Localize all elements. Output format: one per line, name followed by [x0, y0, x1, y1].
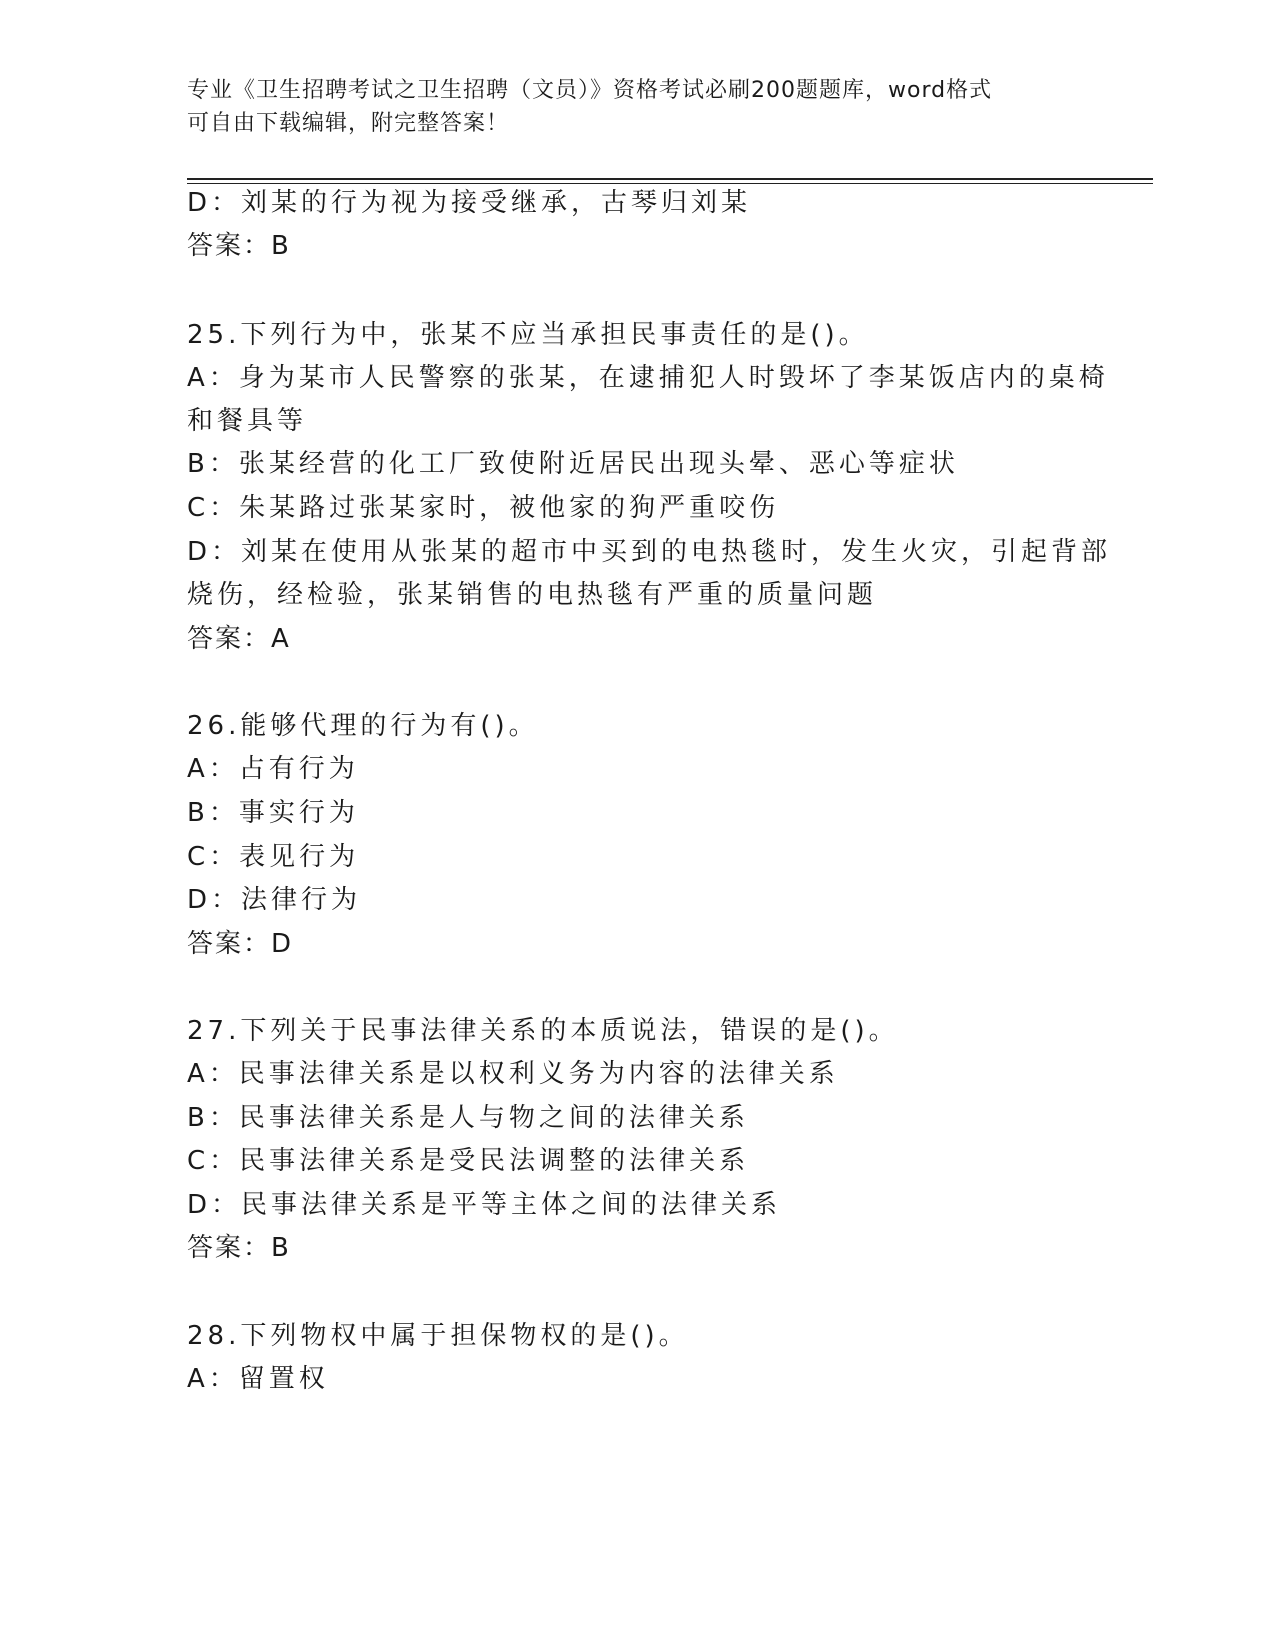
q26-option-c: C：表见行为	[187, 842, 360, 872]
q28-stem: 28.下列物权中属于担保物权的是()。	[187, 1321, 689, 1351]
q28-option-a: A：留置权	[187, 1364, 329, 1394]
q25-option-b: B：张某经营的化工厂致使附近居民出现头晕、恶心等症状	[187, 449, 959, 479]
q26-option-d: D：法律行为	[187, 885, 362, 915]
q27-option-b: B：民事法律关系是人与物之间的法律关系	[187, 1103, 749, 1133]
header-divider-thin	[187, 183, 1153, 184]
prev-answer: 答案：B	[187, 231, 291, 261]
prev-option-d: D：刘某的行为视为接受继承，古琴归刘某	[187, 188, 752, 218]
header-line-2: 可自由下载编辑，附完整答案！	[187, 111, 510, 136]
q25-option-a: A：身为某市人民警察的张某，在逮捕犯人时毁坏了李某饭店内的桌椅	[187, 363, 1109, 393]
q25-option-c: C：朱某路过张某家时，被他家的狗严重咬伤	[187, 493, 780, 523]
q26-option-a: A：占有行为	[187, 754, 359, 784]
q27-stem: 27.下列关于民事法律关系的本质说法，错误的是()。	[187, 1016, 899, 1046]
header-divider-thick	[187, 178, 1153, 180]
q25-option-d: D：刘某在使用从张某的超市中买到的电热毯时，发生火灾，引起背部	[187, 537, 1112, 567]
q25-stem: 25.下列行为中，张某不应当承担民事责任的是()。	[187, 320, 869, 350]
q27-answer: 答案：B	[187, 1233, 291, 1263]
q27-option-a: A：民事法律关系是以权利义务为内容的法律关系	[187, 1059, 839, 1089]
header-line-1: 专业《卫生招聘考试之卫生招聘（文员）》资格考试必刷200题题库，word格式	[187, 78, 993, 103]
q26-option-b: B：事实行为	[187, 798, 359, 828]
q27-option-d: D：民事法律关系是平等主体之间的法律关系	[187, 1190, 782, 1220]
q25-option-d-cont: 烧伤，经检验，张某销售的电热毯有严重的质量问题	[187, 580, 878, 610]
q26-answer: 答案：D	[187, 929, 294, 959]
q26-stem: 26.能够代理的行为有()。	[187, 711, 539, 741]
q27-option-c: C：民事法律关系是受民法调整的法律关系	[187, 1146, 750, 1176]
page-header	[187, 74, 1087, 140]
q25-answer: 答案：A	[187, 624, 291, 654]
q25-option-a-cont: 和餐具等	[187, 406, 308, 436]
